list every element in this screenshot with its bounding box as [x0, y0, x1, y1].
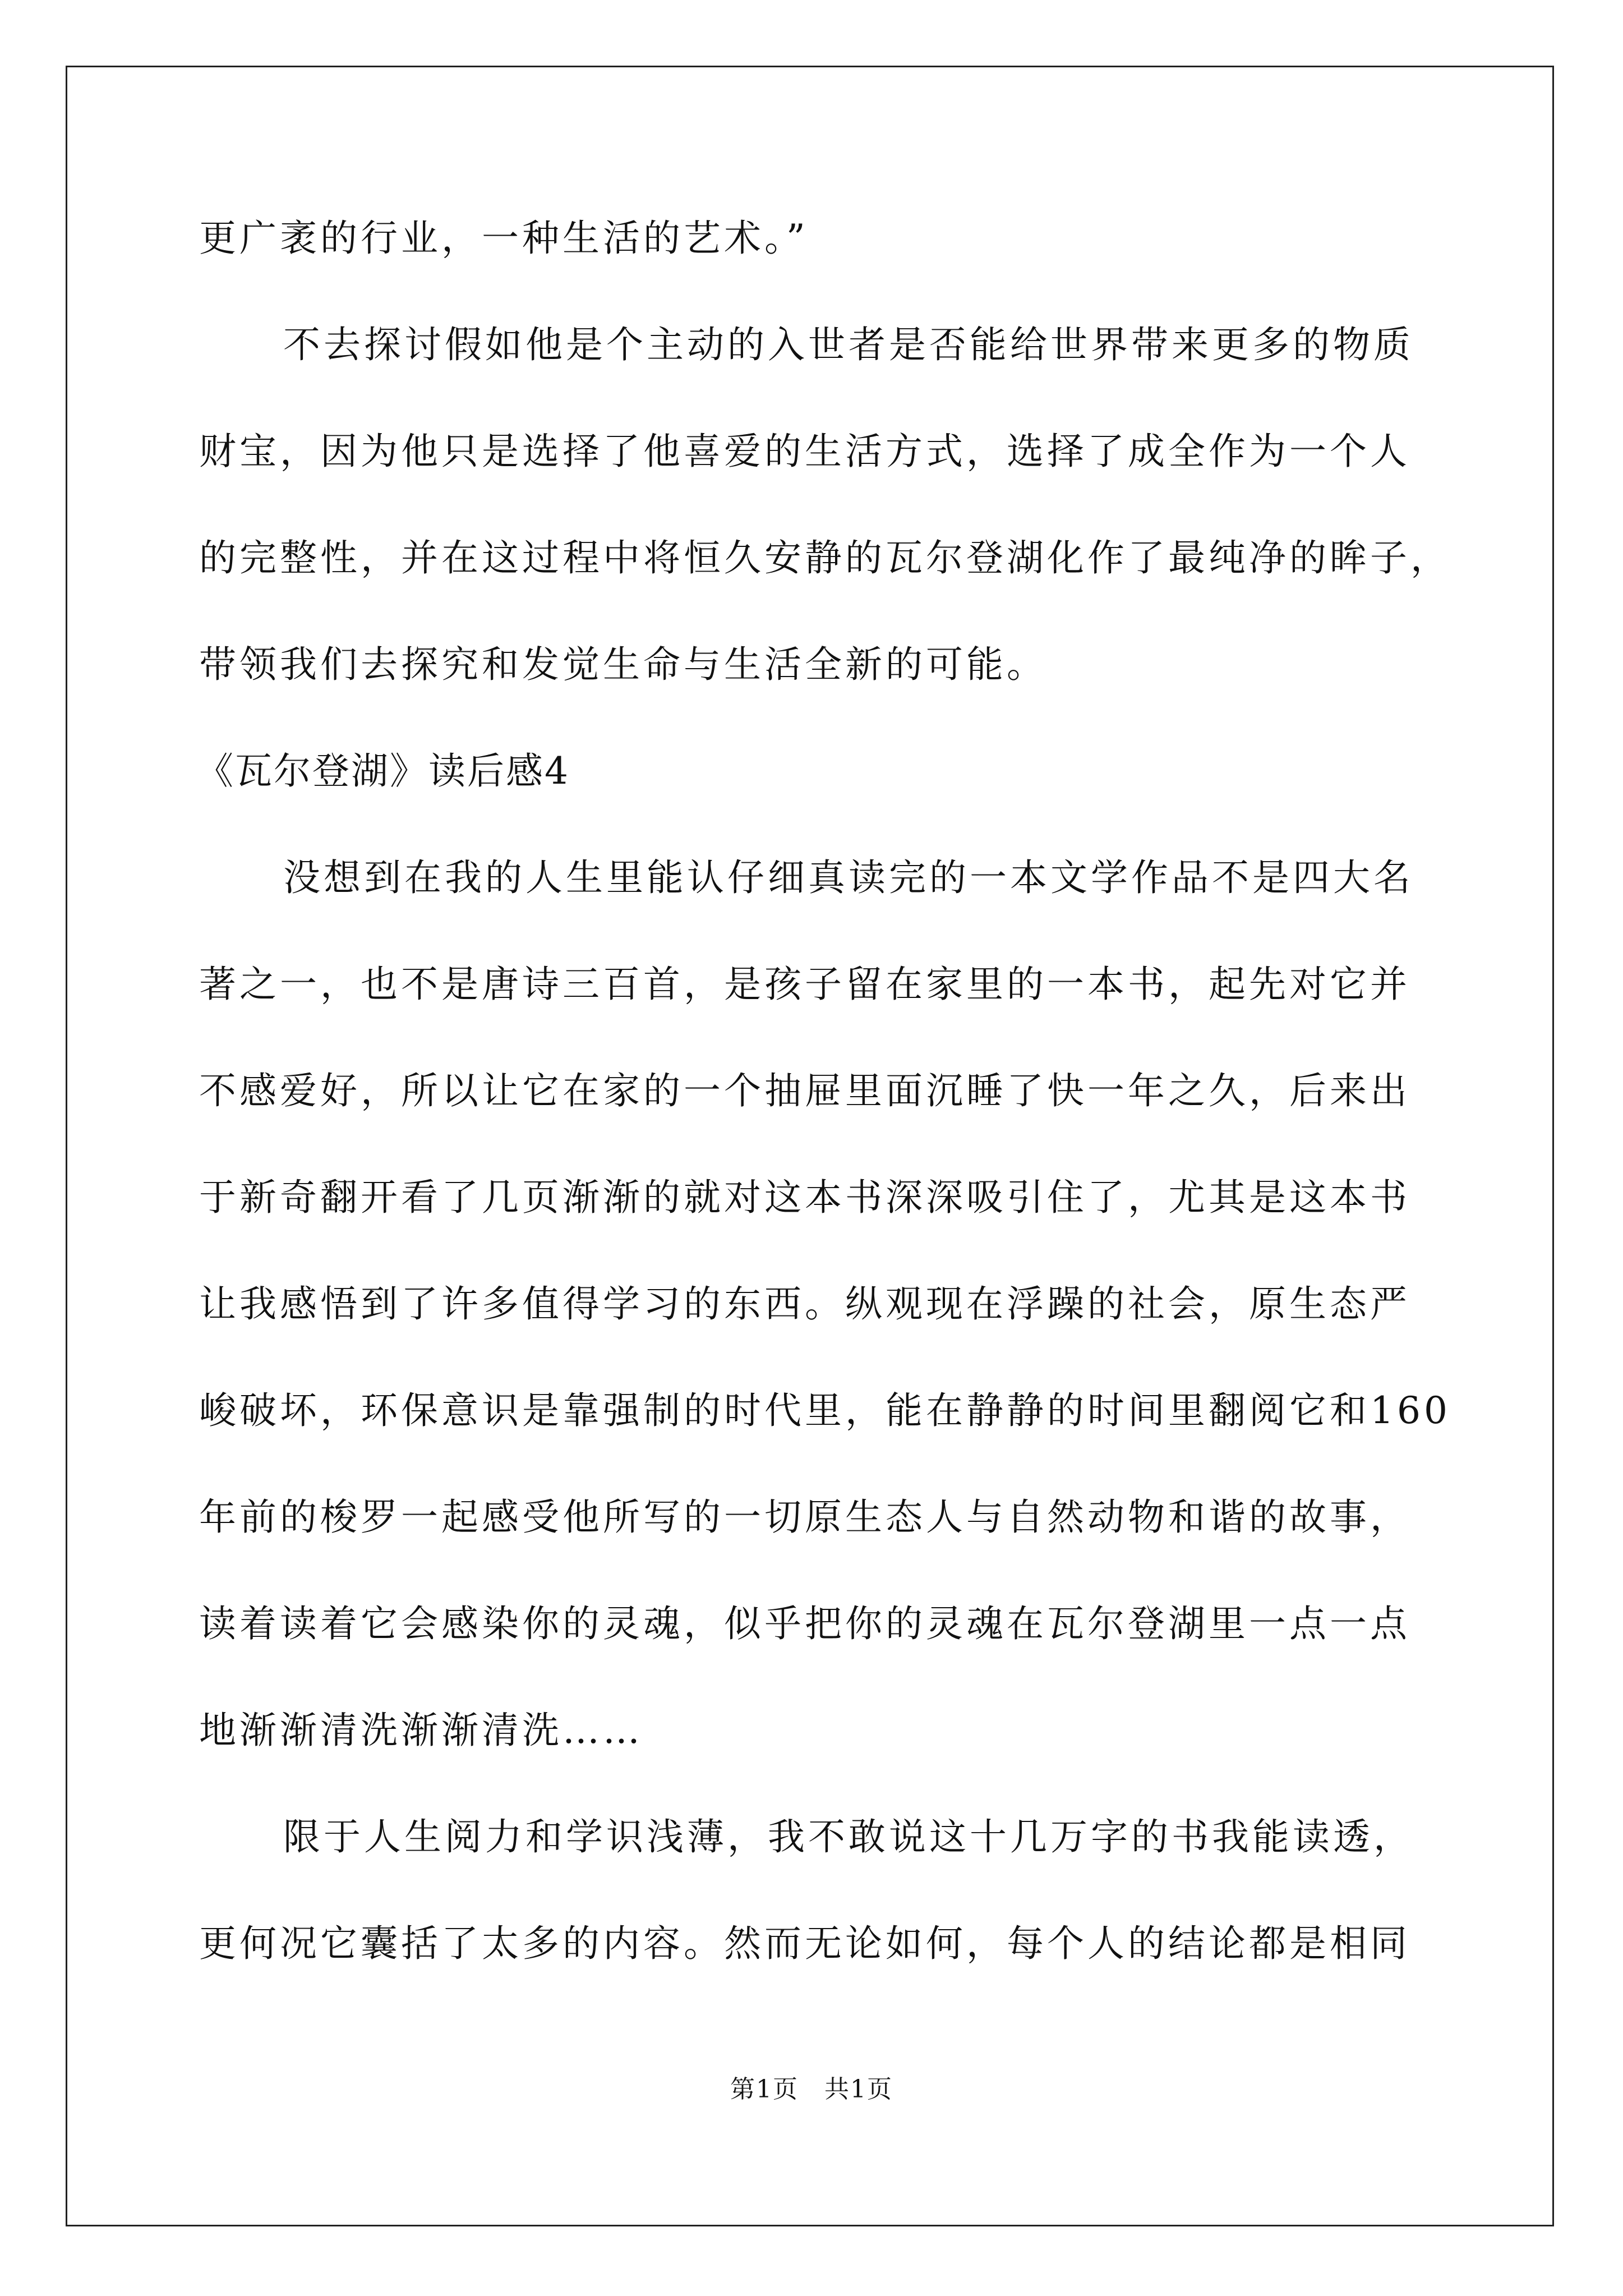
paragraph-start-line: 没想到在我的人生里能认仔细真读完的一本文学作品不是四大名 — [283, 856, 1414, 899]
page-footer: 第1页 共1页 — [730, 2075, 893, 2104]
page-border — [66, 66, 1554, 2226]
text-line: 的完整性，并在这过程中将恒久安静的瓦尔登湖化作了最纯净的眸子， — [199, 536, 1451, 579]
text-line: 年前的梭罗一起感受他所写的一切原生态人与自然动物和谐的故事， — [199, 1496, 1410, 1539]
text-line: 带领我们去探究和发觉生命与生活全新的可能。 — [199, 643, 1047, 686]
text-line: 更广袤的行业，一种生活的艺术。” — [199, 217, 809, 260]
text-line: 地渐渐清洗渐渐清洗…… — [199, 1709, 643, 1752]
text-line: 不感爱好，所以让它在家的一个抽屉里面沉睡了快一年之久，后来出 — [199, 1069, 1410, 1112]
text-line: 于新奇翻开看了几页渐渐的就对这本书深深吸引住了，尤其是这本书 — [199, 1176, 1410, 1219]
paragraph-start-line: 限于人生阅力和学识浅薄，我不敢说这十几万字的书我能读透， — [283, 1815, 1414, 1858]
text-line: 财宝，因为他只是选择了他喜爱的生活方式，选择了成全作为一个人 — [199, 430, 1410, 473]
text-line: 著之一，也不是唐诗三百首，是孩子留在家里的一本书，起先对它并 — [199, 963, 1410, 1006]
text-line: 峻破坏，环保意识是靠强制的时代里，能在静静的时间里翻阅它和160 — [199, 1389, 1451, 1432]
text-line: 让我感悟到了许多值得学习的东西。纵观现在浮躁的社会，原生态严 — [199, 1282, 1410, 1326]
text-line: 读着读着它会感染你的灵魂，似乎把你的灵魂在瓦尔登湖里一点一点 — [199, 1602, 1410, 1645]
text-line: 更何况它囊括了太多的内容。然而无论如何，每个人的结论都是相同 — [199, 1922, 1410, 1965]
section-heading: 《瓦尔登湖》读后感4 — [196, 749, 570, 793]
paragraph-start-line: 不去探讨假如他是个主动的入世者是否能给世界带来更多的物质 — [283, 323, 1414, 366]
